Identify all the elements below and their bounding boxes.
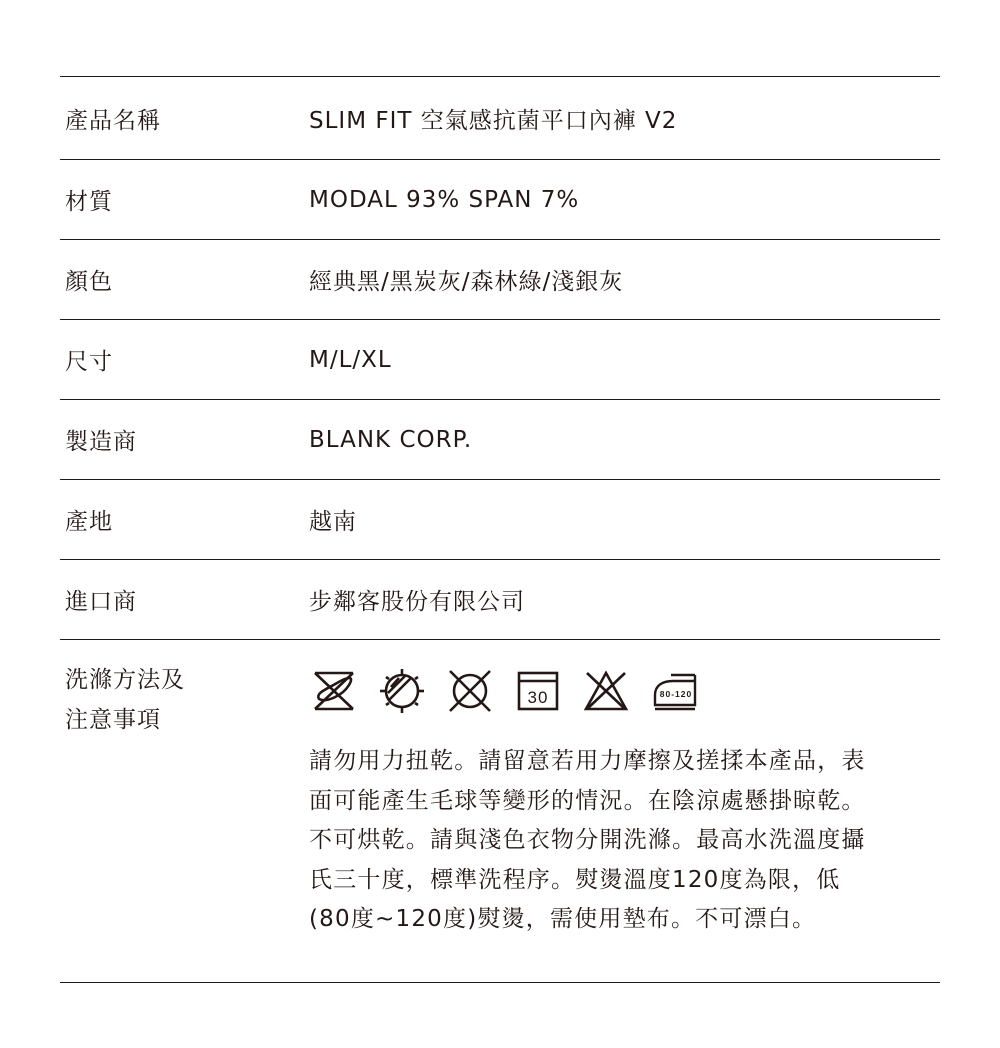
spec-label: 產品名稱	[65, 107, 161, 134]
care-label-line: 洗滌方法及	[65, 667, 185, 693]
spec-label: 產地	[65, 509, 113, 535]
iron-80-120-icon	[649, 665, 699, 715]
spec-label: 進口商	[65, 589, 137, 615]
care-instructions	[309, 742, 939, 940]
spec-label: 材質	[65, 189, 113, 215]
care-label-line: 注意事項	[65, 707, 161, 733]
spec-value: BLANK CORP.	[309, 426, 473, 453]
spec-row-origin	[60, 480, 940, 560]
do-not-bleach-icon	[581, 665, 631, 715]
spec-value: 經典黑/黑炭灰/森林綠/淺銀灰	[309, 269, 624, 295]
do-not-tumble-dry-icon	[445, 665, 495, 715]
product-spec-table	[60, 76, 940, 983]
spec-label: 顏色	[65, 269, 113, 295]
care-icons	[309, 662, 940, 718]
spec-value: SLIM FIT 空氣感抗菌平口內褲 V2	[309, 107, 678, 134]
spec-value: 步鄰客股份有限公司	[309, 589, 525, 615]
spec-value: M/L/XL	[309, 346, 392, 373]
spec-row-size	[60, 320, 940, 400]
spec-label: 尺寸	[65, 349, 113, 375]
spec-row-care	[60, 640, 940, 983]
care-line: 不可烘乾。請與淺色衣物分開洗滌。最高水洗溫度攝	[309, 827, 866, 853]
spec-row-material	[60, 160, 940, 240]
spec-row-product-name	[60, 77, 940, 160]
do-not-wring-icon	[309, 665, 359, 715]
spec-row-color	[60, 240, 940, 320]
care-line: 請勿用力扭乾。請留意若用力摩擦及搓揉本產品，表	[309, 748, 866, 774]
spec-value: 越南	[309, 509, 357, 535]
spec-label: 製造商	[65, 429, 137, 455]
svg-text:30: 30	[527, 688, 549, 707]
spec-row-importer	[60, 560, 940, 640]
line-dry-in-shade-icon	[377, 665, 427, 715]
svg-text:80-120: 80-120	[659, 689, 693, 699]
care-content	[309, 662, 940, 940]
spec-value: MODAL 93% SPAN 7%	[309, 186, 580, 213]
spec-row-manufacturer	[60, 400, 940, 480]
wash-30-icon	[513, 665, 563, 715]
spec-label	[60, 660, 309, 740]
care-line: (80度~120度)熨燙，需使用墊布。不可漂白。	[309, 906, 817, 932]
care-line: 氏三十度，標準洗程序。熨燙溫度120度為限，低	[309, 866, 841, 893]
care-line: 面可能產生毛球等變形的情況。在陰涼處懸掛晾乾。	[309, 787, 866, 814]
